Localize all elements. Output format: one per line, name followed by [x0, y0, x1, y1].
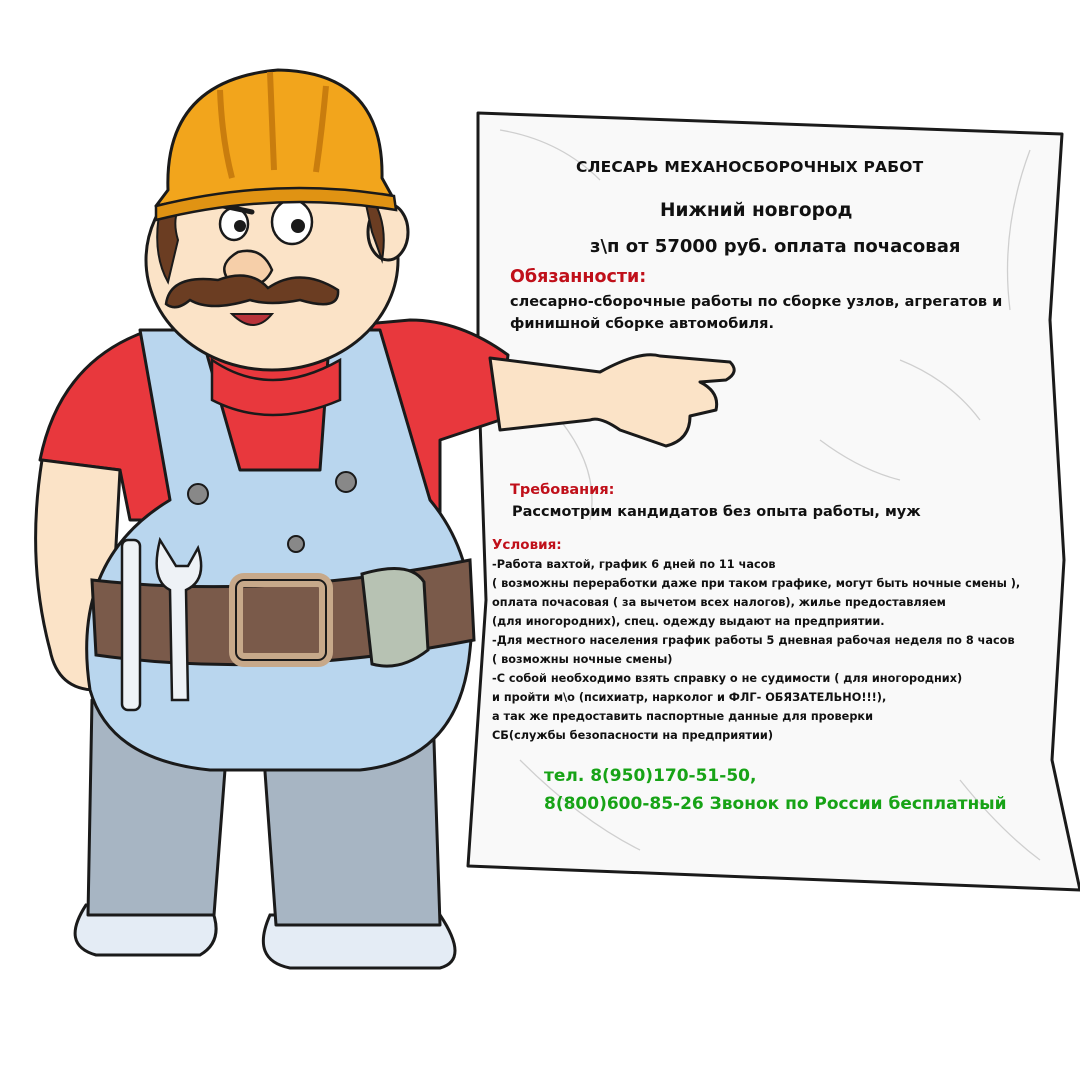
conditions-line: оплата почасовая ( за вычетом всех налогов), жилье предоставляем	[492, 596, 946, 609]
poster-salary: з\п от 57000 руб. оплата почасовая	[590, 236, 961, 257]
conditions-line: а так же предоставить паспортные данные для проверки	[492, 710, 873, 723]
conditions-line: ( возможны ночные смены)	[492, 653, 673, 666]
phone-line: 8(800)600-85-26 Звонок по России бесплатный	[544, 794, 1007, 814]
phone-line: тел. 8(950)170-51-50,	[544, 766, 757, 786]
conditions-line: и пройти м\о (психиатр, нарколог и ФЛГ- ОБЯЗАТЕЛЬНО!!!),	[492, 691, 887, 704]
conditions-line: СБ(службы безопасности на предприятии)	[492, 729, 773, 742]
duties-heading: Обязанности:	[510, 267, 647, 287]
conditions-line: -С собой необходимо взять справку о не судимости ( для иногородних)	[492, 672, 963, 685]
duties-line: слесарно-сборочные работы по сборке узлов, агрегатов и	[510, 294, 1003, 310]
conditions-line: ( возможны переработки даже при таком графике, могут быть ночные смены ),	[492, 577, 1021, 590]
conditions-line: -Работа вахтой, график 6 дней по 11 часов	[492, 558, 776, 571]
screwdriver-icon	[122, 540, 140, 710]
poster-city: Нижний новгород	[660, 200, 853, 221]
poster-title: СЛЕСАРЬ МЕХАНОСБОРОЧНЫХ РАБОТ	[576, 158, 924, 176]
conditions-line: -Для местного населения график работы 5 дневная рабочая неделя по 8 часов	[492, 634, 1015, 647]
requirements-heading: Требования:	[510, 482, 615, 498]
belt-pouch	[362, 569, 428, 667]
duties-line: финишной сборке автомобиля.	[510, 316, 774, 332]
requirements-line: Рассмотрим кандидатов без опыта работы, муж	[512, 504, 921, 520]
conditions-line: (для иногородних), спец. одежду выдают на предприятии.	[492, 615, 885, 628]
conditions-heading: Условия:	[492, 537, 562, 553]
